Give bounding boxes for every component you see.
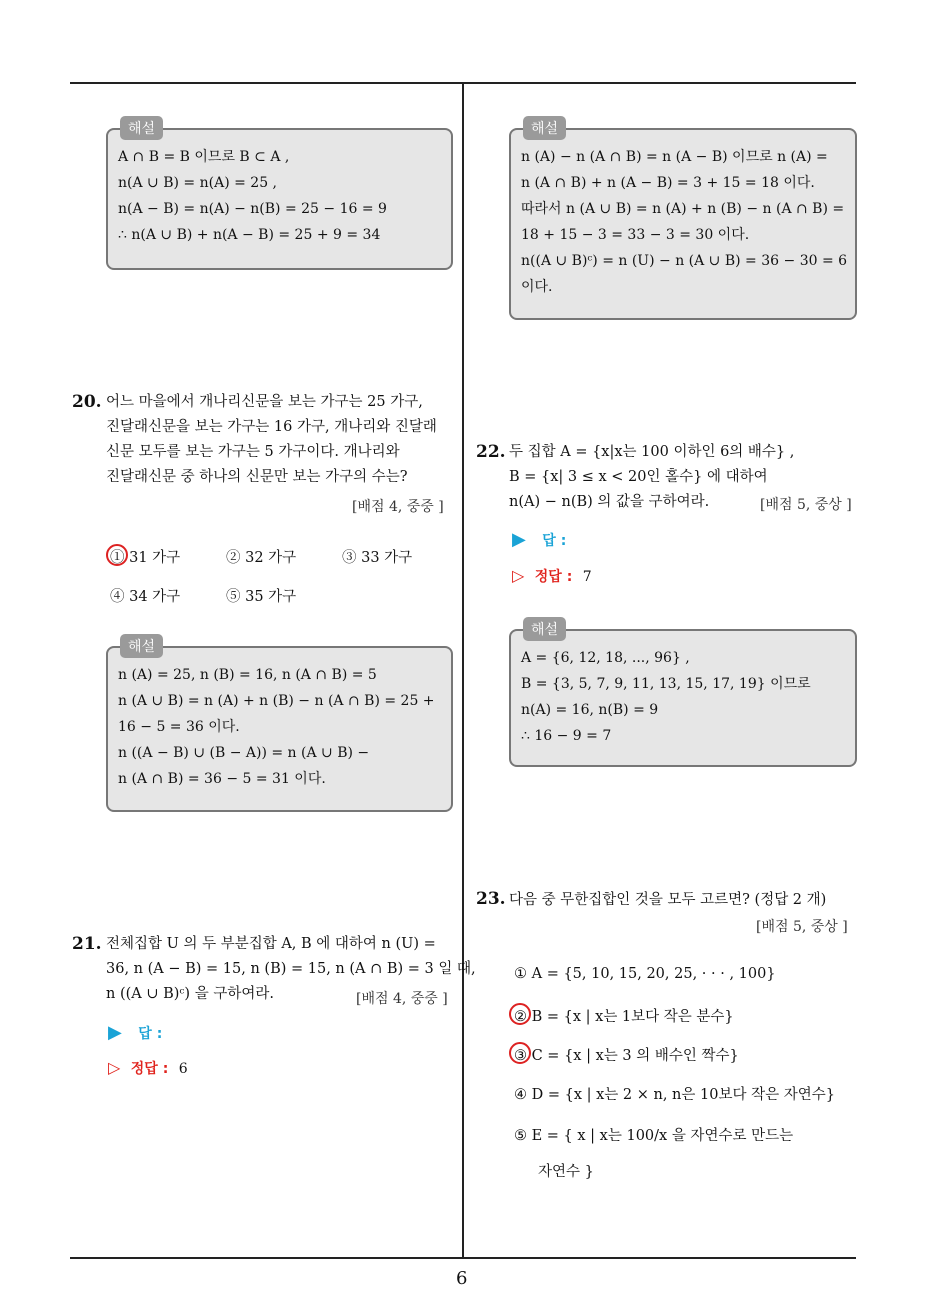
explanation-tag: 해설 — [120, 116, 163, 140]
question-21-score: [배점 4, 중중 ] — [356, 991, 448, 1007]
correct-answer-row-22 — [512, 566, 592, 586]
question-23-score: [배점 5, 중상 ] — [756, 919, 848, 935]
choice-23-3[interactable]: ③ C = {x | x는 3 의 배수인 짝수} — [514, 1048, 739, 1064]
explanation-line: B = {3, 5, 7, 9, 11, 13, 15, 17, 19} 이므로 — [521, 676, 811, 692]
answer-row-21 — [108, 1022, 162, 1043]
explanation-line: n (A) − n (A ∩ B) = n (A − B) 이므로 n (A) = — [521, 149, 828, 165]
explanation-tag: 해설 — [523, 116, 566, 140]
choice-23-1[interactable]: ① A = {5, 10, 15, 20, 25, · · · , 100} — [514, 966, 776, 982]
question-line: n ((A ∪ B)ᶜ) 을 구하여라. — [106, 986, 274, 1002]
explanation-line: n (A ∩ B) = 36 − 5 = 31 이다. — [118, 771, 326, 787]
explanation-text — [118, 144, 441, 248]
question-line: 두 집합 A = {x|x는 100 이하인 6의 배수} , — [509, 444, 795, 460]
correct-answer-label: 정답 : — [534, 569, 573, 585]
explanation-line: n((A ∪ B)ᶜ) = n (U) − n (A ∪ B) = 36 − 30 = 6 — [521, 253, 848, 269]
column-divider — [462, 84, 464, 1258]
choice-23-5[interactable]: ⑤ E = { x | x는 100/x 을 자연수로 만드는 — [514, 1128, 794, 1144]
explanation-text — [521, 645, 845, 749]
explanation-line: n ((A − B) ∪ (B − A)) = n (A ∪ B) − — [118, 745, 370, 761]
explanation-box-22 — [509, 622, 857, 767]
choice-20-4[interactable]: ④ 34 가구 — [110, 589, 181, 605]
page-number: 6 — [456, 1268, 468, 1289]
play-triangle-icon: ▶ — [512, 529, 526, 550]
explanation-line: n (A) = 25, n (B) = 16, n (A ∩ B) = 5 — [118, 667, 377, 683]
explanation-line: n (A ∪ B) = n (A) + n (B) − n (A ∩ B) = 25 + — [118, 693, 435, 709]
explanation-text — [118, 662, 441, 792]
question-22-text — [509, 440, 794, 515]
explanation-line: 이다. — [521, 279, 553, 295]
explanation-box-20 — [106, 639, 453, 812]
question-line: n(A) − n(B) 의 값을 구하여라. — [509, 494, 710, 510]
play-triangle-icon: ▶ — [108, 1022, 122, 1043]
explanation-line: A = {6, 12, 18, ..., 96} , — [521, 650, 690, 666]
choice-20-3[interactable]: ③ 33 가구 — [342, 550, 413, 566]
question-line: B = {x| 3 ≤ x < 20인 홀수} 에 대하여 — [509, 469, 768, 485]
choice-20-5[interactable]: ⑤ 35 가구 — [226, 589, 297, 605]
correct-answer-label: 정답 : — [130, 1061, 169, 1077]
question-20-score: [배점 4, 중중 ] — [352, 499, 444, 515]
explanation-line: n (A ∩ B) + n (A − B) = 3 + 15 = 18 이다. — [521, 175, 815, 191]
choice-20-2[interactable]: ② 32 가구 — [226, 550, 297, 566]
question-line: 전체집합 U 의 두 부분집합 A, B 에 대하여 n (U) = — [106, 936, 436, 952]
explanation-line: n(A ∪ B) = n(A) = 25 , — [118, 175, 277, 191]
explanation-line: 18 + 15 − 3 = 33 − 3 = 30 이다. — [521, 227, 750, 243]
explanation-line: ∴ 16 − 9 = 7 — [521, 728, 612, 744]
bottom-rule — [70, 1257, 856, 1259]
explanation-line: n(A − B) = n(A) − n(B) = 25 − 16 = 9 — [118, 201, 387, 217]
question-20-text — [106, 390, 437, 490]
question-number-23: 23. — [476, 889, 506, 909]
question-23-text — [509, 888, 826, 913]
explanation-tag: 해설 — [120, 634, 163, 658]
correct-answer-row-21 — [108, 1058, 188, 1078]
explanation-line: 16 − 5 = 36 이다. — [118, 719, 240, 735]
outline-triangle-icon: ▷ — [108, 1058, 121, 1077]
answer-label: 답 : — [542, 533, 567, 549]
choice-23-4[interactable]: ④ D = {x | x는 2 × n, n은 10보다 작은 자연수} — [514, 1087, 835, 1103]
question-22-score: [배점 5, 중상 ] — [760, 497, 852, 513]
answer-row-22 — [512, 529, 566, 550]
explanation-line: A ∩ B = B 이므로 B ⊂ A , — [118, 149, 290, 165]
question-line: 36, n (A − B) = 15, n (B) = 15, n (A ∩ B) = 3 일 때, — [106, 961, 476, 977]
question-number-21: 21. — [72, 934, 102, 954]
explanation-line: 따라서 n (A ∪ B) = n (A) + n (B) − n (A ∩ B) = — [521, 201, 845, 217]
choice-23-2[interactable]: ② B = {x | x는 1보다 작은 분수} — [514, 1009, 734, 1025]
choice-23-5-continuation: 자연수 } — [538, 1164, 594, 1180]
question-number-20: 20. — [72, 392, 102, 412]
explanation-line: ∴ n(A ∪ B) + n(A − B) = 25 + 9 = 34 — [118, 227, 381, 243]
correct-answer-value: 6 — [178, 1061, 188, 1077]
explanation-tag: 해설 — [523, 617, 566, 641]
explanation-box-19 — [106, 121, 453, 270]
explanation-box-21 — [509, 121, 857, 320]
outline-triangle-icon: ▷ — [512, 566, 525, 585]
question-line: 진달래신문 중 하나의 신문만 보는 가구의 수는? — [106, 469, 408, 485]
question-line: 다음 중 무한집합인 것을 모두 고르면? (정답 2 개) — [509, 892, 827, 908]
answer-label: 답 : — [138, 1026, 163, 1042]
explanation-text — [521, 144, 848, 300]
question-number-22: 22. — [476, 442, 506, 462]
choice-20-1[interactable]: ① 31 가구 — [110, 550, 181, 566]
question-line: 진달래신문을 보는 가구는 16 가구, 개나리와 진달래 — [106, 419, 437, 435]
explanation-line: n(A) = 16, n(B) = 9 — [521, 702, 659, 718]
correct-answer-value: 7 — [582, 569, 592, 585]
question-line: 신문 모두를 보는 가구는 5 가구이다. 개나리와 — [106, 444, 400, 460]
question-line: 어느 마을에서 개나리신문을 보는 가구는 25 가구, — [106, 394, 423, 410]
